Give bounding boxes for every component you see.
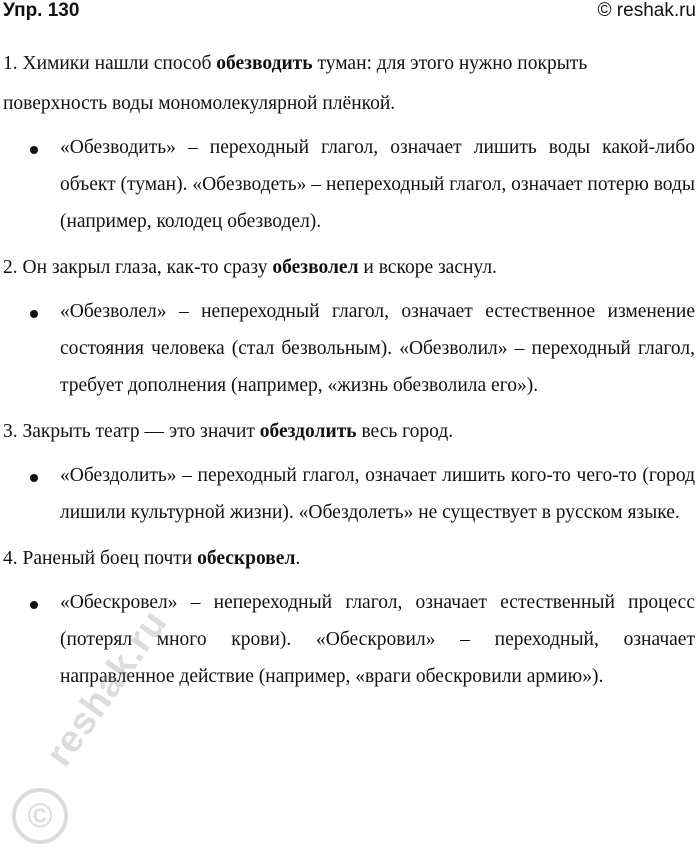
sentence-3-end: весь город.	[356, 421, 454, 442]
sentence-1-keyword: обезводить	[216, 53, 313, 74]
watermark-text: reshak.ru	[38, 602, 176, 775]
sentence-3	[3, 412, 695, 452]
sentence-2-keyword: обезволел	[272, 257, 359, 278]
sentence-2	[3, 248, 695, 288]
explanation-3	[3, 457, 695, 531]
sentence-4-end: .	[295, 548, 301, 569]
item-2	[3, 248, 695, 404]
explanation-1	[3, 129, 695, 240]
header	[3, 0, 696, 26]
exercise-title: Упр. 130	[3, 0, 80, 21]
copyright-icon: ©	[12, 788, 68, 844]
explanation-4	[3, 584, 695, 695]
sentence-2-start: 2. Он закрыл глаза, как-то сразу	[3, 257, 273, 278]
bullet-icon	[30, 146, 38, 154]
exercise-content	[3, 44, 695, 703]
bullet-icon	[30, 601, 38, 609]
sentence-3-start: 3. Закрыть театр — это значит	[3, 421, 260, 442]
sentence-1-start: 1. Химики нашли способ	[3, 53, 217, 74]
sentence-4-keyword: обескровел	[197, 548, 296, 569]
explanation-3-text: «Обездолить» – переходный глагол, означает лишить кого-то чего-то (город лишили культурной жизни). «Обездолеть» не существует в русском языке.	[60, 465, 695, 523]
site-copyright: © reshak.ru	[597, 0, 696, 21]
item-4	[3, 539, 695, 695]
explanation-1-text: «Обезводить» – переходный глагол, означает лишить воды какой-либо объект (туман). «Обезводеть» – непереходный глагол, означает потерю воды (например, колодец обезводел).	[60, 137, 695, 232]
explanation-2	[3, 293, 695, 404]
sentence-1-end: туман: для этого нужно покрыть поверхность воды мономолекулярной плёнкой.	[3, 53, 588, 114]
bullet-icon	[30, 474, 38, 482]
item-3	[3, 412, 695, 531]
explanation-4-text: «Обескровел» – непереходный глагол, означает естественный процесс (потерял много крови). «Обескровил» – переходный, означает направленное действие (например, «враги обескровили армию»).	[60, 592, 695, 687]
item-1	[3, 44, 695, 240]
watermark	[8, 602, 176, 850]
sentence-1	[3, 44, 695, 124]
explanation-2-text: «Обезволел» – непереходный глагол, означает естественное изменение состояния человека (стал безвольным). «Обезволил» – переходный глагол, требует дополнения (например, «жизнь обезволила его»).	[60, 301, 695, 396]
sentence-3-keyword: обездолить	[259, 421, 357, 442]
bullet-icon	[30, 310, 38, 318]
sentence-4	[3, 539, 695, 579]
sentence-4-start: 4. Раненый боец почти	[3, 548, 198, 569]
sentence-2-end: и вскоре заснул.	[358, 257, 497, 278]
